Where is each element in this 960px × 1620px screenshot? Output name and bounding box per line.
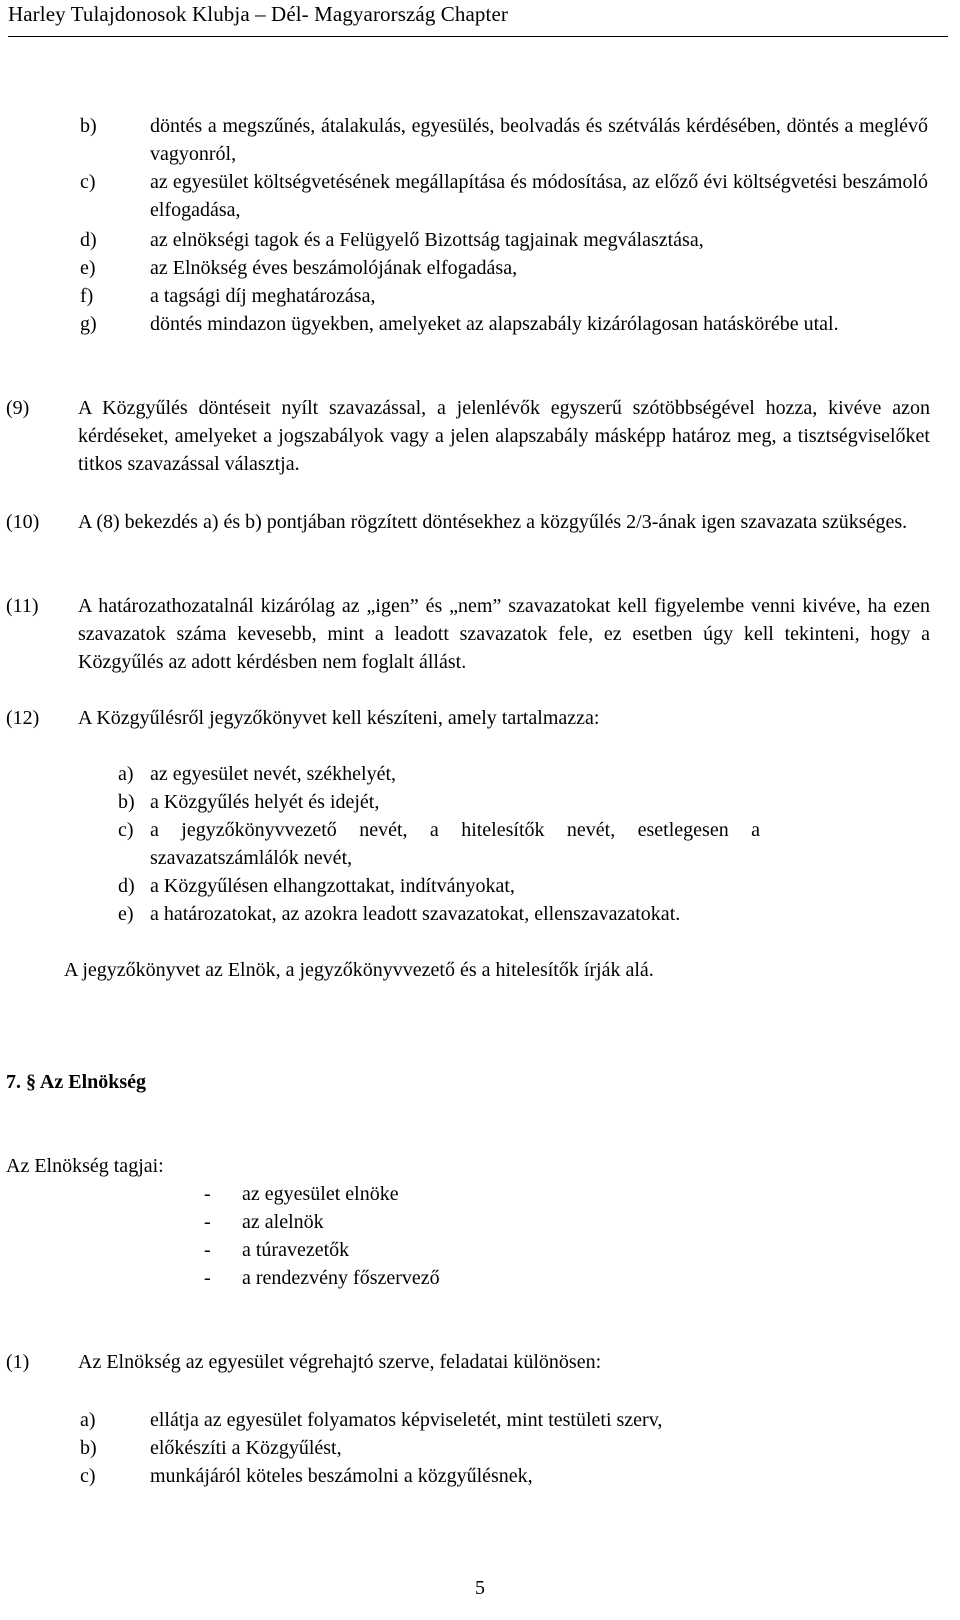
- paragraph-number: (9): [6, 397, 30, 419]
- list-dash: -: [204, 1183, 211, 1205]
- list-item-label: b): [80, 1437, 97, 1459]
- list-dash: -: [204, 1267, 211, 1289]
- list-item-label: b): [80, 115, 97, 137]
- section-title: Az Elnökség: [39, 1071, 147, 1093]
- paragraph-text: A (8) bekezdés a) és b) pontjában rögzített döntésekhez a közgyűlés 2/3-ának igen szavazata szükséges.: [78, 511, 908, 533]
- list-item-text: az elnökségi tagok és a Felügyelő Bizottság tagjainak megválasztása,: [150, 229, 704, 251]
- list-dash: -: [204, 1211, 211, 1233]
- section-number: 7.: [6, 1071, 21, 1093]
- list-item-label: a): [80, 1409, 96, 1431]
- paragraph-number: (1): [6, 1351, 30, 1373]
- list-item-text: a Közgyűlésen elhangzottakat, indítványokat,: [150, 875, 515, 897]
- list-item-label: c): [80, 171, 96, 193]
- list-item-text: előkészíti a Közgyűlést,: [150, 1437, 342, 1459]
- list-item-label: e): [80, 257, 96, 279]
- paragraph-text: Az Elnökség az egyesület végrehajtó szerve, feladatai különösen:: [78, 1351, 602, 1373]
- section-heading: [6, 1068, 406, 1096]
- page-number: 5: [475, 1577, 485, 1599]
- list-item-text: a határozatokat, az azokra leadott szavazatokat, ellenszavazatokat.: [150, 903, 681, 925]
- paragraph-number: (10): [6, 511, 40, 533]
- list-item-text: döntés a megszűnés, átalakulás, egyesülés, beolvadás és szétválás kérdésében, döntés a meglévő vagyonról,: [150, 115, 928, 165]
- list-item-label: d): [118, 875, 135, 897]
- list-item-label: d): [80, 229, 97, 251]
- list-item-text: ellátja az egyesület folyamatos képviseletét, mint testületi szerv,: [150, 1409, 663, 1431]
- list-item-label: e): [118, 903, 134, 925]
- list-item-text: az egyesület költségvetésének megállapítása és módosítása, az előző évi költségvetési beszámoló elfogadása,: [150, 171, 928, 221]
- members-intro: Az Elnökség tagjai:: [6, 1155, 164, 1177]
- list-item-label: b): [118, 791, 135, 813]
- list-item-label: c): [118, 819, 134, 841]
- list-item-label: c): [80, 1465, 96, 1487]
- list-item-text: az egyesület nevét, székhelyét,: [150, 763, 396, 785]
- running-header: Harley Tulajdonosok Klubja – Dél- Magyarország Chapter: [8, 0, 948, 37]
- signature-note: A jegyzőkönyvet az Elnök, a jegyzőkönyvvezető és a hitelesítők írják alá.: [64, 959, 654, 981]
- list-item-text: az Elnökség éves beszámolójának elfogadása,: [150, 257, 518, 279]
- list-item-text: a jegyzőkönyvvezető nevét, a hitelesítők nevét, esetlegesen a szavazatszámlálók nevét,: [150, 819, 760, 869]
- paragraph-number: (12): [6, 707, 40, 729]
- list-item-label: g): [80, 313, 97, 335]
- list-item-text: döntés mindazon ügyekben, amelyeket az alapszabály kizárólagosan hatáskörébe utal.: [150, 313, 839, 335]
- list-item-text: a túravezetők: [242, 1239, 350, 1261]
- section-symbol: §: [26, 1071, 36, 1093]
- list-item-text: munkájáról köteles beszámolni a közgyűlésnek,: [150, 1465, 533, 1487]
- list-item-text: az egyesület elnöke: [242, 1183, 399, 1205]
- list-dash: -: [204, 1239, 211, 1261]
- list-item-text: az alelnök: [242, 1211, 324, 1233]
- paragraph-number: (11): [6, 595, 39, 617]
- list-item-text: a tagsági díj meghatározása,: [150, 285, 376, 307]
- list-item-text: a Közgyűlés helyét és idejét,: [150, 791, 380, 813]
- list-item-text: a rendezvény főszervező: [242, 1267, 440, 1289]
- paragraph-text: A határozathozatalnál kizárólag az „igen” és „nem” szavazatokat kell figyelembe venni kivéve, ha ezen szavazatok száma kevesebb, mint a leadott szavazatok fele, ez esetben úgy kell tekinteni, hogy a Közgyűlés az adott kérdésben nem foglalt állást.: [78, 595, 930, 673]
- list-item-label: f): [80, 285, 94, 307]
- list-item-label: a): [118, 763, 134, 785]
- paragraph-text: A Közgyűlésről jegyzőkönyvet kell készíteni, amely tartalmazza:: [78, 707, 600, 729]
- paragraph-text: A Közgyűlés döntéseit nyílt szavazással, a jelenlévők egyszerű szótöbbségével hozza, kivéve azon kérdéseket, amelyeket a jogszabályok vagy a jelen alapszabály másképp határoz meg, a tisztségviselőket titkos szavazással választja.: [78, 397, 930, 475]
